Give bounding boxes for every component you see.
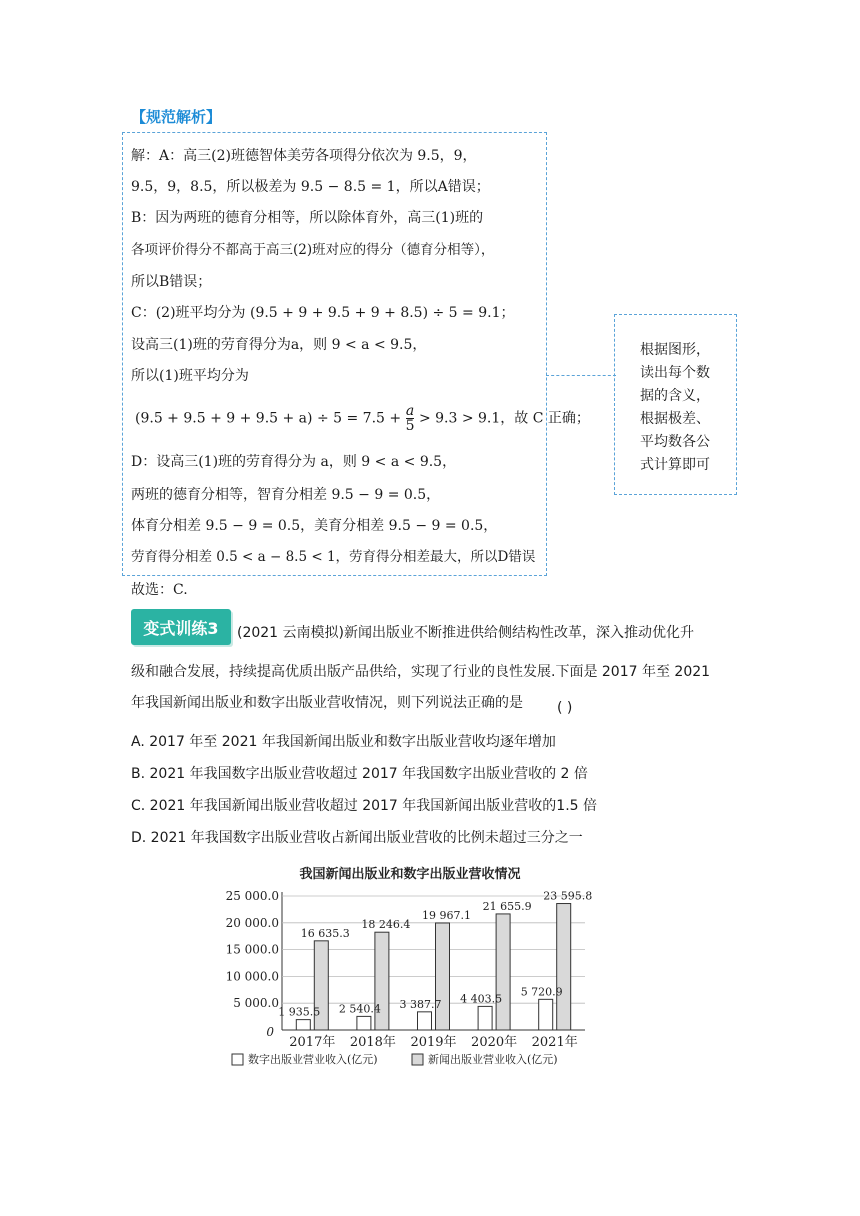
solution-formula xyxy=(135,404,590,433)
bar-digital xyxy=(296,1020,310,1030)
data-label: 16 635.3 xyxy=(300,926,350,940)
option-a: A. 2017 年至 2021 年我国新闻出版业和数字出版业营收均逐年增加 xyxy=(131,734,556,750)
answer-paren: ( ) xyxy=(557,700,573,716)
option-b: B. 2021 年我国数字出版业营收超过 2017 年我国数字出版业营收的 2 倍 xyxy=(131,766,588,782)
solution-line: 所以B错误； xyxy=(131,274,212,290)
section-title: 【规范解析】 xyxy=(131,108,222,126)
data-label: 18 246.4 xyxy=(361,918,411,932)
solution-line: D：设高三(1)班的劳育得分为 a，则 9 < a < 9.5， xyxy=(131,454,457,470)
data-label: 2 540.4 xyxy=(338,1002,381,1016)
chart-title: 我国新闻出版业和数字出版业营收情况 xyxy=(299,867,521,882)
y-tick-label: 25 000.0 xyxy=(225,889,279,903)
bar-digital xyxy=(478,1006,492,1030)
y-tick-label: 5 000.0 xyxy=(233,996,279,1011)
bar-news xyxy=(436,923,450,1030)
data-label: 5 720.9 xyxy=(520,985,563,999)
x-tick-label: 2021年 xyxy=(531,1035,578,1050)
fraction-numerator: a xyxy=(405,403,415,419)
question-line: (2021 云南模拟)新闻出版业不断推进供给侧结构性改革，深入推动优化升 xyxy=(237,625,695,641)
bar-digital xyxy=(418,1012,432,1030)
option-c: C. 2021 年我国新闻出版业营收超过 2017 年我国新闻出版业营收的1.5 倍 xyxy=(131,798,597,814)
note-line: 平均数各公 xyxy=(640,434,710,450)
exercise-badge: 变式训练3 xyxy=(131,609,231,645)
legend-swatch-digital xyxy=(232,1054,243,1065)
x-tick-label: 2018年 xyxy=(349,1035,396,1050)
legend-label: 数字出版业营业收入(亿元) xyxy=(248,1053,378,1066)
note-line: 据的含义， xyxy=(640,388,710,404)
solution-line: 两班的德育分相等，智育分相差 9.5 − 9 = 0.5， xyxy=(131,487,441,503)
solution-line: 劳育得分相差 0.5 < a − 8.5 < 1，劳育得分相差最大，所以D错误 xyxy=(131,549,536,565)
solution-line: 体育分相差 9.5 − 9 = 0.5，美育分相差 9.5 − 9 = 0.5， xyxy=(131,518,498,534)
note-line: 根据极差、 xyxy=(640,411,710,427)
data-label: 4 403.5 xyxy=(460,992,503,1006)
y-tick-label: 20 000.0 xyxy=(225,915,279,930)
legend-label: 新闻出版业营业收入(亿元) xyxy=(428,1053,558,1066)
x-tick-label: 2017年 xyxy=(289,1035,336,1050)
fraction-denominator: 5 xyxy=(405,418,415,434)
legend-swatch-news xyxy=(412,1054,423,1065)
note-line: 根据图形， xyxy=(640,342,710,358)
solution-line: 9.5，9，8.5，所以极差为 9.5 − 8.5 = 1，所以A错误； xyxy=(131,179,490,195)
note-line: 式计算即可 xyxy=(640,457,710,473)
solution-line: 设高三(1)班的劳育得分为a，则 9 < a < 9.5， xyxy=(131,337,427,353)
question-line: 级和融合发展，持续提高优质出版产品供给，实现了行业的良性发展.下面是 2017 年至 2021 xyxy=(131,664,711,680)
bar-digital xyxy=(539,999,553,1030)
note-line: 读出每个数 xyxy=(640,365,710,381)
question-line: 年我国新闻出版业和数字出版业营收情况，则下列说法正确的是 xyxy=(131,695,523,711)
connector-line xyxy=(546,375,616,376)
x-tick-label: 2019年 xyxy=(410,1035,457,1050)
data-label: 19 967.1 xyxy=(422,908,471,922)
solution-line: 故选：C. xyxy=(131,582,188,598)
bar-digital xyxy=(357,1016,371,1030)
solution-line: 所以(1)班平均分为 xyxy=(131,368,249,384)
revenue-chart xyxy=(200,860,600,1085)
option-d: D. 2021 年我国数字出版业营收占新闻出版业营收的比例未超过三分之一 xyxy=(131,830,583,846)
bar-news xyxy=(496,914,510,1030)
y-tick-label: 0 xyxy=(266,1025,274,1039)
data-label: 1 935.5 xyxy=(278,1005,321,1019)
data-label: 23 595.8 xyxy=(543,889,593,903)
formula-left: (9.5 + 9.5 + 9 + 9.5 + a) ÷ 5 = 7.5 + xyxy=(135,410,402,427)
bar-news xyxy=(557,904,571,1030)
x-tick-label: 2020年 xyxy=(471,1035,518,1050)
solution-line: 各项评价得分不都高于高三(2)班对应的得分（德育分相等）， xyxy=(131,242,495,258)
formula-right: > 9.3 > 9.1，故 C 正确； xyxy=(418,410,590,427)
y-tick-label: 10 000.0 xyxy=(225,969,279,984)
fraction xyxy=(406,404,415,433)
data-label: 3 387.7 xyxy=(399,997,442,1011)
solution-line: C：(2)班平均分为 (9.5 + 9 + 9.5 + 9 + 8.5) ÷ 5 = 9.1； xyxy=(131,305,515,321)
y-tick-label: 15 000.0 xyxy=(225,942,279,957)
solution-line: B：因为两班的德育分相等，所以除体育外，高三(1)班的 xyxy=(131,210,484,226)
data-label: 21 655.9 xyxy=(482,899,532,913)
solution-line: 解：A：高三(2)班德智体美劳各项得分依次为 9.5，9， xyxy=(131,148,477,164)
